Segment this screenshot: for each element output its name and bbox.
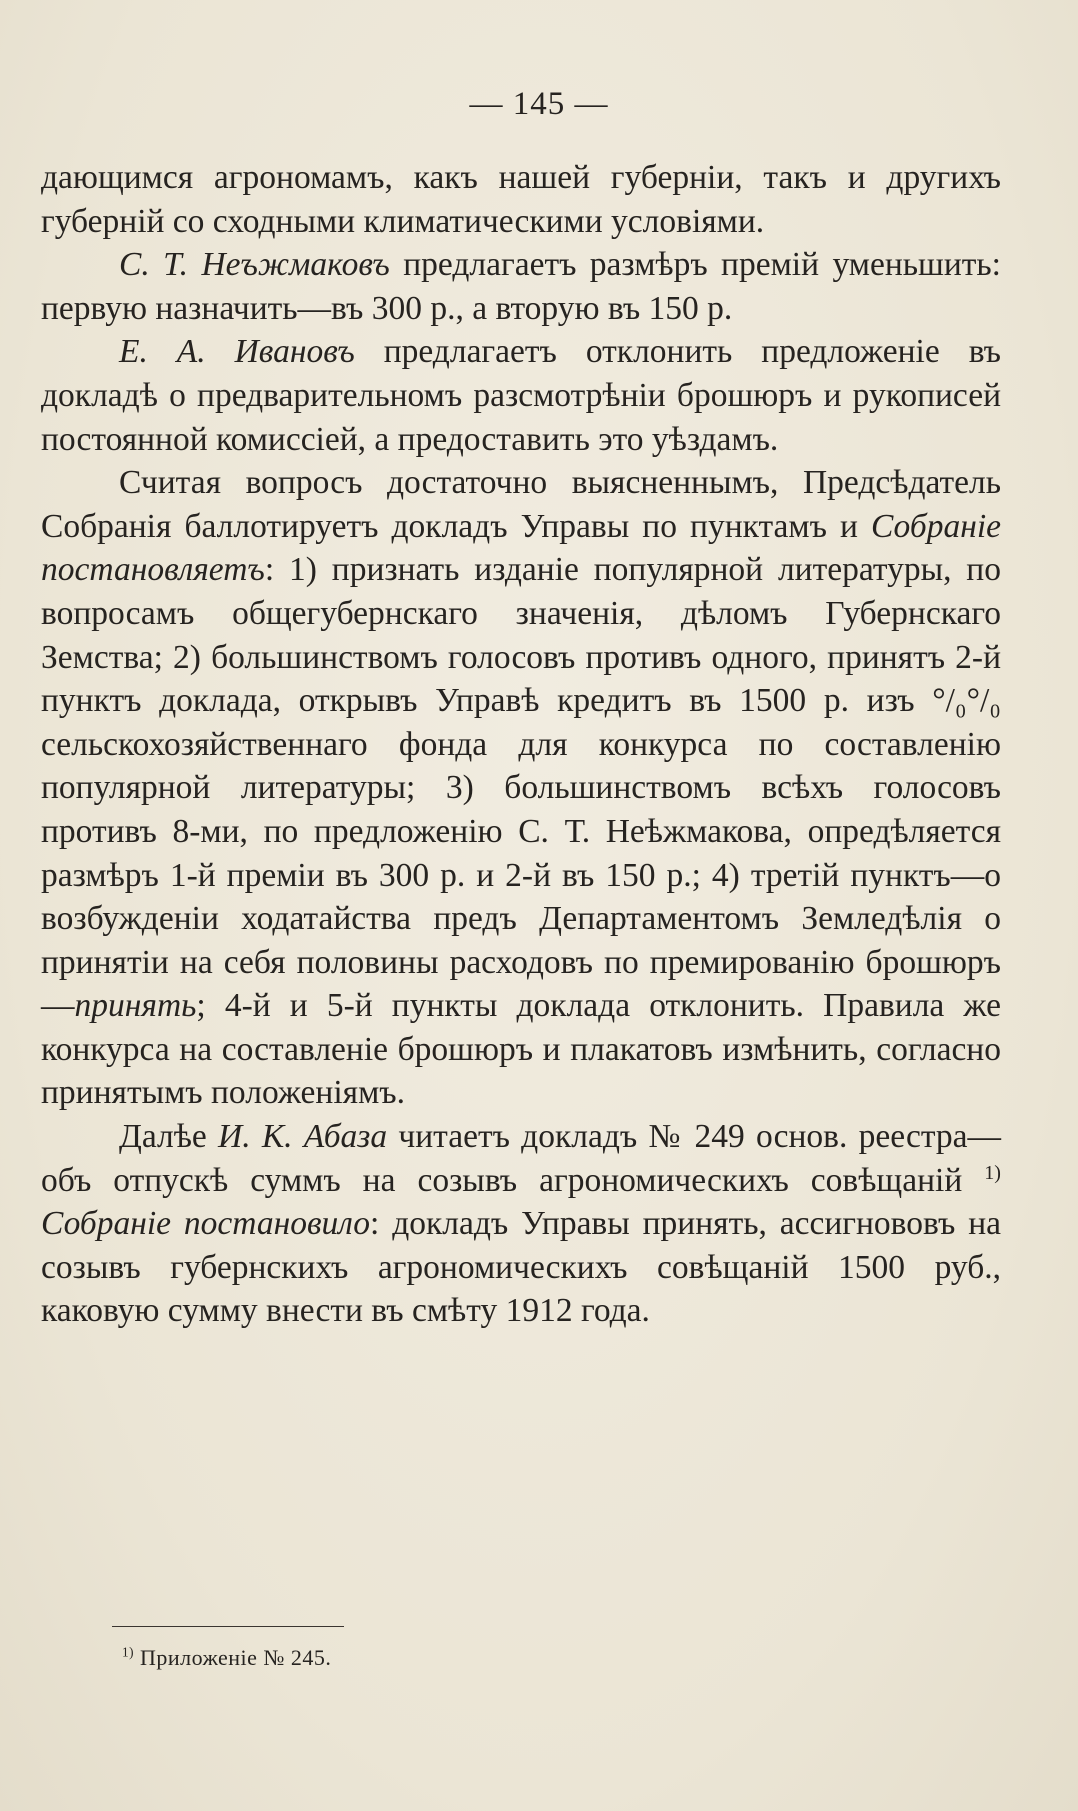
footnote-text: Приложеніе № 245. [134,1645,332,1670]
footnote [122,1645,331,1671]
paragraph-3 [41,330,1001,461]
footnote-reference: 1) [984,1161,1001,1184]
paragraph-4-text-b: : 1) признать изданіе популярной литературы, по вопросамъ общегубернскаго значенія, дѣломъ Губернскаго Земства; 2) большинствомъ голосовъ противъ одного, принятъ 2-й пунктъ доклада, открывъ Управѣ кредитъ въ 1500 р. изъ °/₀°/₀ сельскохозяйственнаго фонда для конкурса по составленію популярной литературы; 3) большинствомъ всѣхъ голосовъ противъ 8-ми, по предложенію С. Т. Неѣжмакова, опредѣляется размѣръ 1-й преміи въ 300 р. и 2-й въ 150 р.; 4) третій пунктъ—о возбужденіи ходатайства предъ Департаментомъ Земледѣлія о принятіи на себя половины расходовъ по премированію брошюръ— [41,551,1001,1025]
paragraph-5-text-b: читаетъ докладъ № 249 основ. реестра—объ отпускѣ суммъ на созывъ агрономическихъ совѣщаній [41,1118,1001,1199]
paragraph-3-text: предлагаетъ отклонить предложеніе въ докладѣ о предварительномъ разсмотрѣніи брошюръ и рукописей постоянной комиссіей, а предоставить это уѣздамъ. [41,333,1002,458]
speaker-name: Е. А. Ивановъ [119,333,355,371]
paragraph-5 [41,1115,1001,1333]
paragraph-5-text-a: Далѣе [119,1118,219,1156]
footnote-divider [112,1626,344,1627]
paragraph-2-text: предлагаетъ размѣръ премій уменьшить: первую назначить—въ 300 р., а вторую въ 150 р. [41,246,1001,327]
paragraph-1-text: дающимся агрономамъ, какъ нашей губерніи, такъ и другихъ губерній со сходными климатическими условіями. [41,159,1001,240]
paragraph-2 [41,243,1001,330]
resolution-phrase: Собраніе постановляетъ [41,507,1001,589]
paragraph-5-text-c: : докладъ Управы принять, ассигнововъ на созывъ губернскихъ агрономическихъ совѣщаній 1500 руб., каковую сумму внести въ смѣту 1912 года. [41,1205,1001,1330]
body-text [41,156,1001,1333]
paragraph-4 [41,461,1001,1115]
paragraph-1 [41,156,1001,243]
resolution-phrase: Собраніе постановило [41,1205,371,1243]
page-number: — 145 — [469,86,609,122]
paragraph-4-text-a: Считая вопросъ достаточно выясненнымъ, Предсѣдатель Собранія баллотируетъ докладъ Управы по пунктамъ и [41,464,1001,545]
accepted-phrase: принять [74,987,197,1025]
footnote-marker: 1) [122,1644,134,1660]
speaker-name: С. Т. Неъжмаковъ [119,246,390,284]
speaker-name: И. К. Абаза [218,1118,388,1156]
paragraph-4-text-c: ; 4-й и 5-й пункты доклада отклонить. Правила же конкурса на составленіе брошюръ и плакатовъ измѣнить, согласно принятымъ положеніямъ. [41,987,1001,1112]
